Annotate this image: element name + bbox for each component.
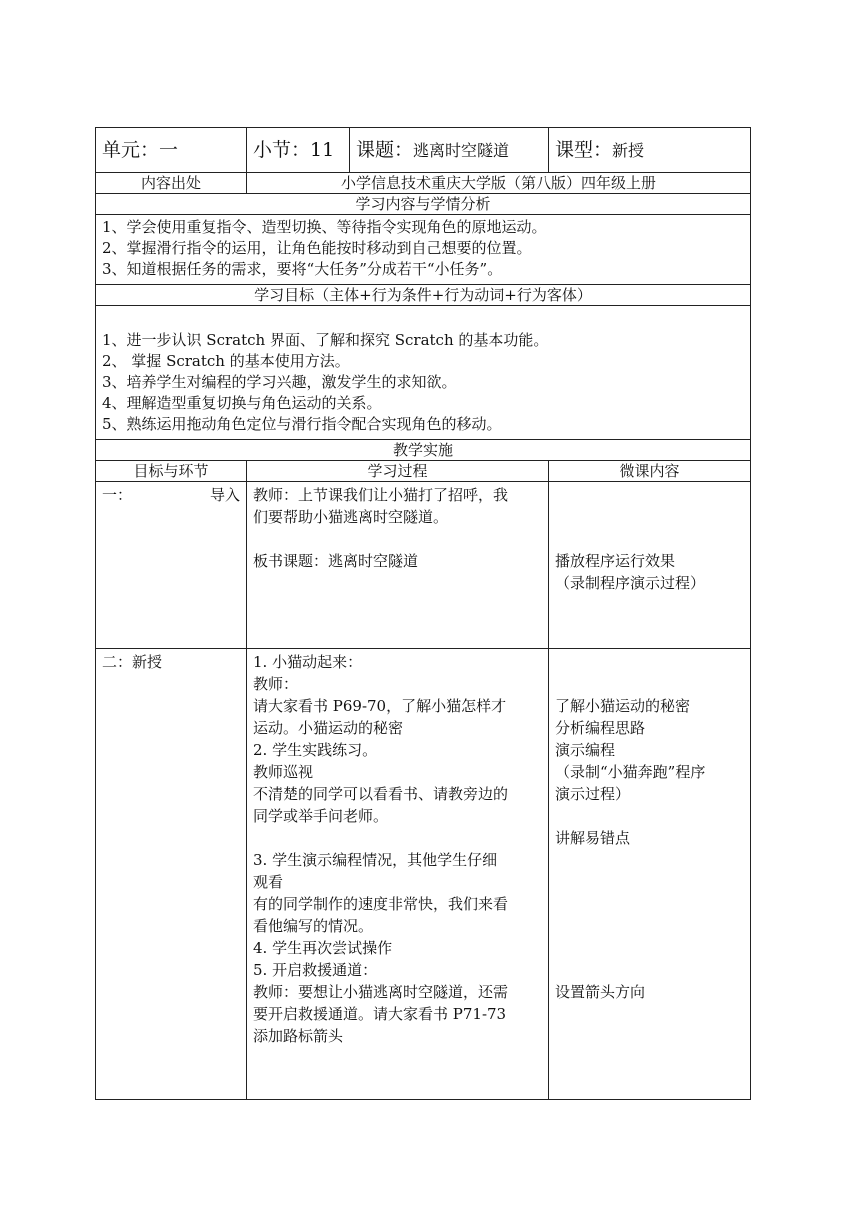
new-process-line: 运动。小猫运动的秘密 [253, 719, 404, 737]
intro-stage-number: 一： [102, 486, 133, 504]
analysis-title: 学习内容与学情分析 [96, 194, 751, 215]
section-label: 小节： [253, 139, 311, 161]
new-micro-blank [555, 959, 744, 981]
new-micro-blank [555, 893, 744, 915]
intro-process-blank [253, 528, 542, 550]
new-micro-line: （录制“小猫奔跑”程序 [555, 763, 706, 781]
new-micro-blank [555, 937, 744, 959]
new-process-line: 看他编写的情况。 [253, 917, 374, 935]
section-value: 11 [310, 139, 335, 161]
new-process-line: 5. 开启救援通道： [253, 961, 378, 979]
intro-micro-blank [555, 506, 744, 528]
topic-cell [350, 128, 549, 173]
section-intro-row [96, 482, 751, 649]
unit-label: 单元： [102, 139, 160, 161]
implementation-header-row [96, 461, 751, 482]
analysis-content-row [96, 215, 751, 285]
implementation-title-row [96, 440, 751, 461]
new-micro-line: 设置箭头方向 [555, 983, 646, 1001]
new-micro-line: 演示编程 [555, 741, 616, 759]
goal-item: 3、培养学生对编程的学习兴趣，激发学生的求知欲。 [102, 373, 457, 391]
new-process-line: 有的同学制作的速度非常快，我们来看 [253, 895, 509, 913]
intro-process-line: 板书课题：逃离时空隧道 [253, 552, 419, 570]
new-process-line: 同学或举手问老师。 [253, 807, 389, 825]
intro-micro-blank [555, 484, 744, 506]
new-micro-blank [555, 651, 744, 673]
new-micro-blank [555, 673, 744, 695]
type-cell [549, 128, 751, 173]
topic-value: 逃离时空隧道 [413, 140, 510, 160]
unit-value: 一 [159, 139, 179, 161]
goals-list [96, 306, 751, 440]
analysis-item: 1、学会使用重复指令、造型切换、等待指令实现角色的原地运动。 [102, 218, 547, 236]
new-stage-label: 二：新授 [102, 653, 163, 671]
intro-micro-cell [549, 482, 751, 649]
goals-title: 学习目标（主体+行为条件+行为动词+行为客体） [96, 285, 751, 306]
new-process-line: 教师巡视 [253, 763, 314, 781]
new-process-cell [247, 649, 549, 1100]
intro-process-line: 教师：上节课我们让小猫打了招呼，我 [253, 486, 509, 504]
new-micro-blank [555, 871, 744, 893]
new-micro-line: 分析编程思路 [555, 719, 646, 737]
new-process-line: 教师：要想让小猫逃离时空隧道，还需 [253, 983, 509, 1001]
topic-label: 课题： [356, 138, 414, 161]
intro-micro-line: （录制程序演示过程） [555, 574, 706, 592]
new-process-line: 请大家看书 P69-70，了解小猫怎样才 [253, 697, 507, 715]
new-process-line: 3. 学生演示编程情况，其他学生仔细 [253, 851, 498, 869]
intro-stage-name: 导入 [209, 486, 240, 504]
type-label: 课型： [555, 138, 613, 161]
intro-process-line: 们要帮助小猫逃离时空隧道。 [253, 508, 449, 526]
column-header-micro: 微课内容 [549, 461, 751, 482]
implementation-title: 教学实施 [96, 440, 751, 461]
new-process-line: 1. 小猫动起来： [253, 653, 363, 671]
source-row [96, 173, 751, 194]
analysis-list [96, 215, 751, 285]
analysis-title-row [96, 194, 751, 215]
column-header-process: 学习过程 [247, 461, 549, 482]
lesson-plan-table [95, 127, 751, 1100]
goals-title-row [96, 285, 751, 306]
new-process-line: 要开启救援通道。请大家看书 P71-73 [253, 1005, 507, 1023]
new-micro-line: 讲解易错点 [555, 829, 631, 847]
intro-micro-line: 播放程序运行效果 [555, 552, 676, 570]
new-process-line: 教师： [253, 675, 299, 693]
new-process-line: 4. 学生再次尝试操作 [253, 939, 393, 957]
intro-process-cell [247, 482, 549, 649]
new-stage-cell [96, 649, 247, 1100]
section-new-row [96, 649, 751, 1100]
new-micro-blank [555, 915, 744, 937]
goal-item: 5、熟练运用拖动角色定位与滑行指令配合实现角色的移动。 [102, 415, 502, 433]
new-process-line: 观看 [253, 873, 284, 891]
new-process-line: 2. 学生实践练习。 [253, 741, 378, 759]
source-value: 小学信息技术重庆大学版（第八版）四年级上册 [247, 173, 751, 194]
new-process-line: 添加路标箭头 [253, 1027, 344, 1045]
intro-micro-blank [555, 528, 744, 550]
type-value: 新授 [612, 140, 645, 160]
goals-content-row [96, 306, 751, 440]
intro-stage-cell [96, 482, 247, 649]
goal-item: 1、进一步认识 Scratch 界面、了解和探究 Scratch 的基本功能。 [102, 331, 549, 349]
new-micro-blank [555, 849, 744, 871]
column-header-stage: 目标与环节 [96, 461, 247, 482]
new-process-blank [253, 827, 542, 849]
section-cell [247, 128, 350, 173]
new-micro-line: 演示过程） [555, 785, 631, 803]
new-micro-blank [555, 805, 744, 827]
lesson-plan-document [95, 127, 750, 1100]
analysis-item: 2、掌握滑行指令的运用，让角色能按时移动到自己想要的位置。 [102, 239, 532, 257]
unit-cell [96, 128, 247, 173]
analysis-item: 3、知道根据任务的需求，要将“大任务”分成若干“小任务”。 [102, 260, 503, 278]
new-process-line: 不清楚的同学可以看看书、请教旁边的 [253, 785, 509, 803]
goal-item: 2、 掌握 Scratch 的基本使用方法。 [102, 352, 350, 370]
new-micro-cell [549, 649, 751, 1100]
new-micro-line: 了解小猫运动的秘密 [555, 697, 691, 715]
header-row [96, 128, 751, 173]
source-label: 内容出处 [96, 173, 247, 194]
goal-item: 4、理解造型重复切换与角色运动的关系。 [102, 394, 382, 412]
